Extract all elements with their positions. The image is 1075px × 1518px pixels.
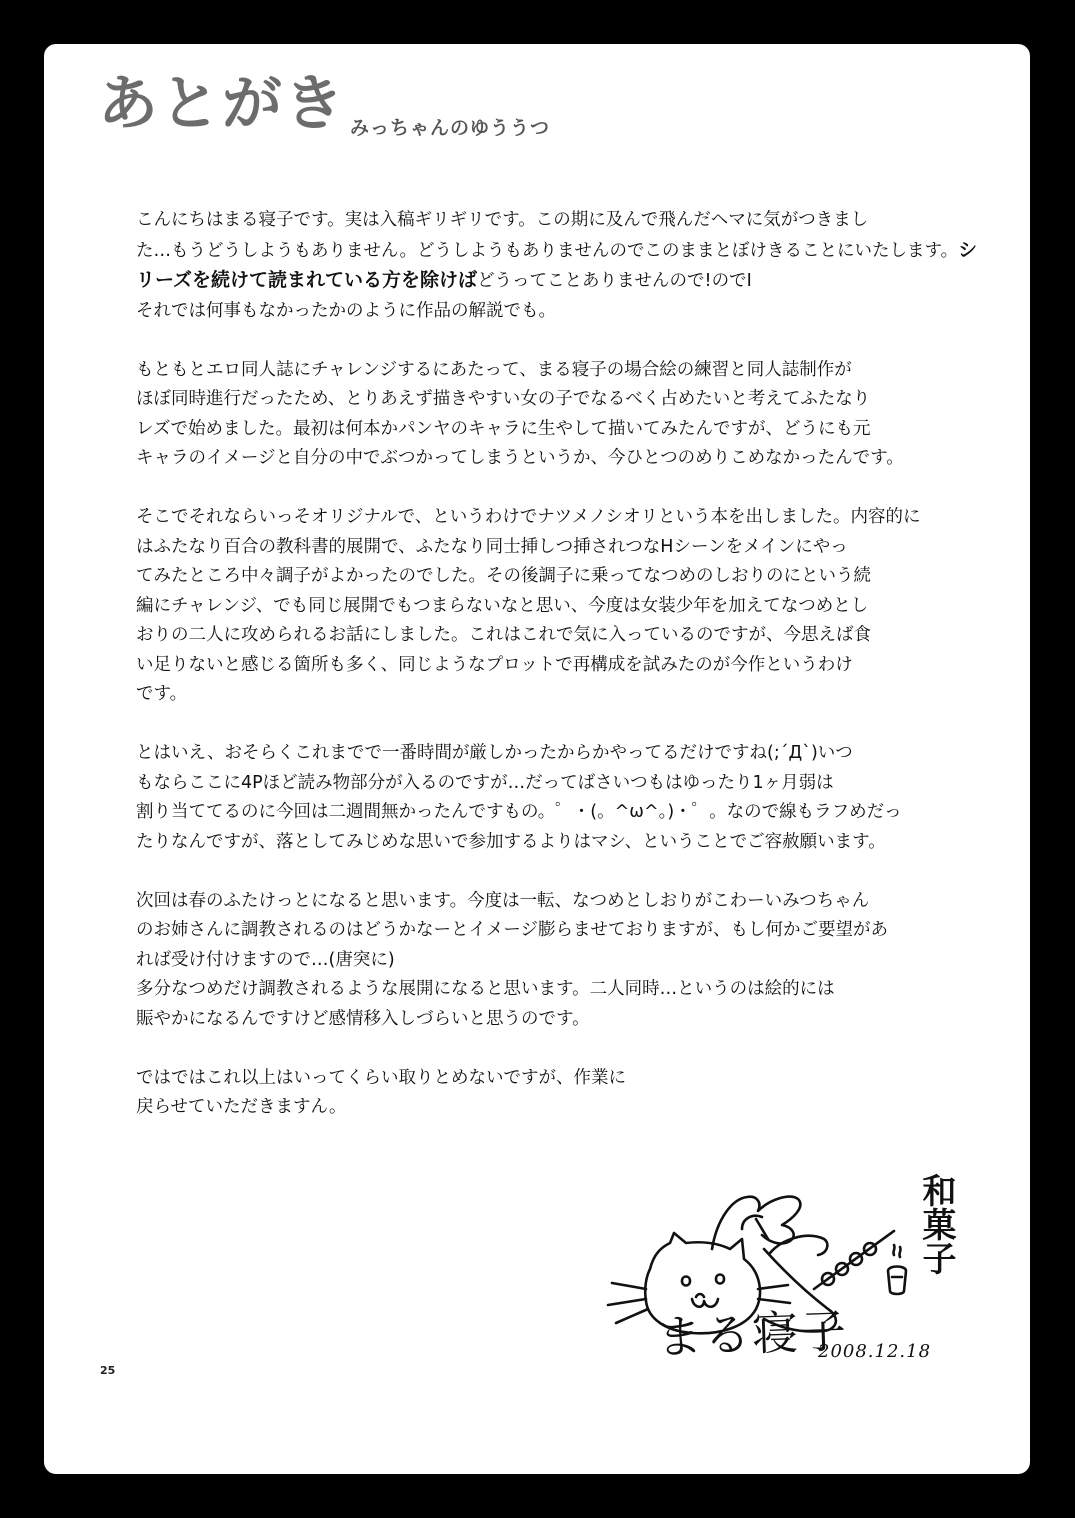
text-line: 編にチャレンジ、でも同じ展開でもつまらないなと思い、今度は女装少年を加えてなつめとし xyxy=(136,595,869,616)
text-line: はふたなり百合の教科書的展開で、ふたなり同士挿しつ挿されつなHシーンをメインにやっ xyxy=(136,536,848,557)
text-line: もともとエロ同人誌にチャレンジするにあたって、まる寝子の場合絵の練習と同人誌制作が xyxy=(136,359,852,380)
text-line: こんにちはまる寝子です。実は入稿ギリギリです。この期に及んで飛んだヘマに気がつきまし xyxy=(136,210,869,230)
text-line: ほぼ同時進行だったため、とりあえず描きやすい女の子でなるべく占めたいと考えてふたなり xyxy=(136,389,871,409)
text-line xyxy=(136,236,978,267)
page-number: 25 xyxy=(100,1364,116,1377)
text-line: てみたところ中々調子がよかったのでした。その後調子に乗ってなつめのしおりのにという続 xyxy=(136,566,871,586)
text-line: 割り当ててるのに今回は二週間無かったんですもの。゜・(。^ω^。)・゜。なので線もラフめだっ xyxy=(136,802,902,822)
text-line: 多分なつめだけ調教されるような展開になると思います。二人同時…というのは絵的には xyxy=(136,979,835,999)
text-line: です。 xyxy=(136,684,188,704)
signature-date: 2008.12.18 xyxy=(818,1341,932,1362)
text-line: キャラのイメージと自分の中でぶつかってしまうというか、今ひとつのめりこめなかったんです。 xyxy=(136,448,904,468)
text-line: 戻らせていただきますん。 xyxy=(136,1097,347,1117)
text-line: レズで始めました。最初は何本かパンヤのキャラに生やして描いてみたんですが、どうにも元 xyxy=(136,418,871,439)
paragraph-5 xyxy=(136,887,952,1035)
author-signature xyxy=(592,1169,956,1389)
text-line: そこでそれならいっそオリジナルで、というわけでナツメノシオリという本を出しました。内容的に xyxy=(136,507,921,527)
paragraph-2 xyxy=(136,356,952,474)
text-line: ではではこれ以上はいってくらい取りとめないですが、作業に xyxy=(136,1067,626,1088)
afterword-body xyxy=(136,206,978,1152)
text-line: たりなんですが、落としてみじめな思いで参加するよりはマシ、ということでご容赦願います。 xyxy=(136,831,886,852)
text-line: 次回は春のふたけっとになると思います。今度は一転、なつめとしおりがこわーいみつちゃん xyxy=(136,890,870,911)
emphasis-text: リーズを続けて読まれている方を除けば xyxy=(136,269,478,291)
text-line-end: どうってことありませんので!のでI xyxy=(477,271,752,291)
paragraph-3 xyxy=(136,503,952,710)
text-line: れば受け付けますので…(唐突に) xyxy=(136,949,395,970)
text-line: とはいえ、おそらくこれまでで一番時間が厳しかったからかやってるだけですね(;´Д`)いつ xyxy=(136,743,853,763)
text-line xyxy=(136,266,952,297)
page xyxy=(42,42,1032,1476)
emphasis-text: シ xyxy=(958,238,978,261)
text-line: もならここに4Pほど読み物部分が入るのですが…だってばさいつもはゆったり1ヶ月弱は xyxy=(136,772,834,793)
text-line: おりの二人に攻められるお話にしました。これはこれで気に入っているのですが、今思えば食 xyxy=(136,625,871,645)
text-line: のお姉さんに調教されるのはどうかなーとイメージ膨らませておりますが、もし何かご要望があ xyxy=(136,920,888,940)
signature-name: まる寝子 xyxy=(655,1303,849,1365)
paragraph-4 xyxy=(136,739,952,857)
side-text: 和菓子 xyxy=(916,1173,956,1275)
text-line: 賑やかになるんですけど感情移入しづらいと思うのです。 xyxy=(136,1008,590,1029)
text-line-start: た…もうどうしようもありません。どうしようもありませんのでこのままとぼけきることにいたします。 xyxy=(136,240,959,261)
page-title: あとがき xyxy=(98,69,346,139)
text-line: い足りないと感じる箇所も多く、同じようなプロットで再構成を試みたのが今作というわけ xyxy=(136,654,853,675)
paragraph-1 xyxy=(136,206,978,326)
text-line: それでは何事もなかったかのように作品の解説でも。 xyxy=(136,300,556,321)
paragraph-6 xyxy=(136,1064,952,1123)
header xyxy=(98,66,550,142)
page-subtitle: みっちゃんのゆううつ xyxy=(350,117,551,139)
